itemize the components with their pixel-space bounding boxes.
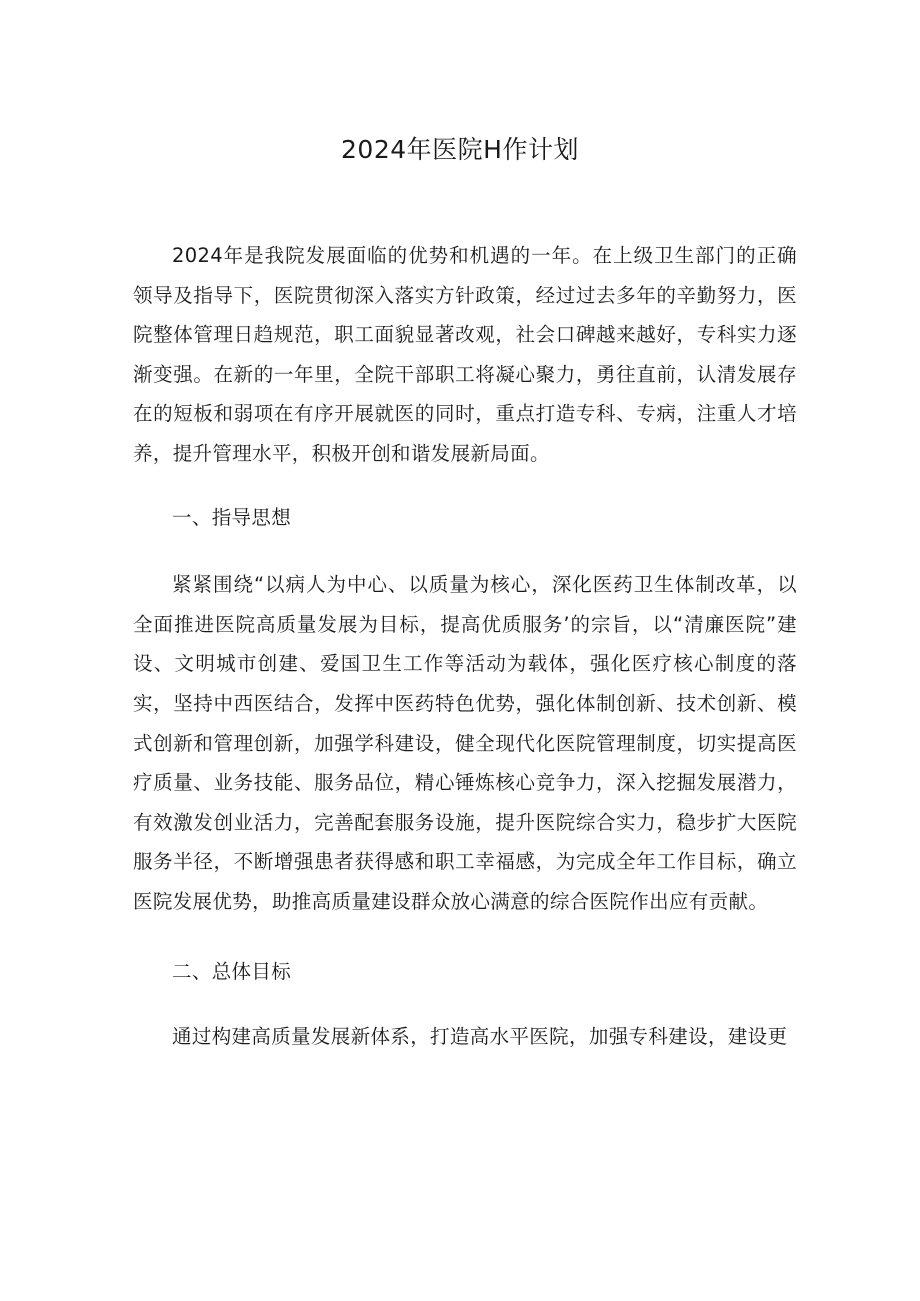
spacer — [133, 922, 797, 952]
section-heading-guiding-ideology: 一、指导思想 — [172, 505, 292, 529]
spacer — [133, 991, 797, 1017]
document-title: 2024年医院H作计划 — [341, 135, 579, 164]
spacer — [133, 537, 797, 565]
section-heading-overall-goal: 二、总体目标 — [172, 959, 292, 983]
spacer — [133, 474, 797, 498]
section-paragraph-overall-goal: 通过构建高质量发展新体系，打造高水平医院，加强专科建设，建设更 — [172, 1025, 788, 1049]
section-paragraph-guiding-ideology: 紧紧围绕“以病人为中心、以质量为核心，深化医药卫生体制改革，以全面推进医院高质量发展为目标，提高优质服务’的宗旨，以“清廉医院”建设、文明城市创建、爱国卫生工作等活动为载体，强化医疗核心制度的落实，坚持中西医结合，发挥中医药特色优势，强化体制创新、技术创新、模式创新和管理创新，加强学科建设，健全现代化医院管理制度，切实提高医疗质量、业务技能、服务品位，精心锤炼核心竞争力，深入挖掘发展潜力，有效激发创业活力，完善配套服务设施，提升医院综合实力，稳步扩大医院服务半径，不断增强患者获得感和职工幸福感，为完成全年工作目标，确立医院发展优势，助推高质量建设群众放心满意的综合医院作出应有贡献。 — [133, 573, 797, 913]
document-body — [133, 236, 797, 1057]
intro-paragraph: 2024年是我院发展面临的优势和机遇的一年。在上级卫生部门的正确领导及指导下，医院贯彻深入落实方针政策，经过过去多年的辛勤努力，医院整体管理日趋规范，职工面貌显著改观，社会口碑越来越好，专科实力逐渐变强。在新的一年里，全院干部职工将凝心聚力，勇往直前，认清发展存在的短板和弱项在有序开展就医的同时，重点打造专科、专病，注重人才培养，提升管理水平，积极开创和谐发展新局面。 — [133, 244, 797, 465]
